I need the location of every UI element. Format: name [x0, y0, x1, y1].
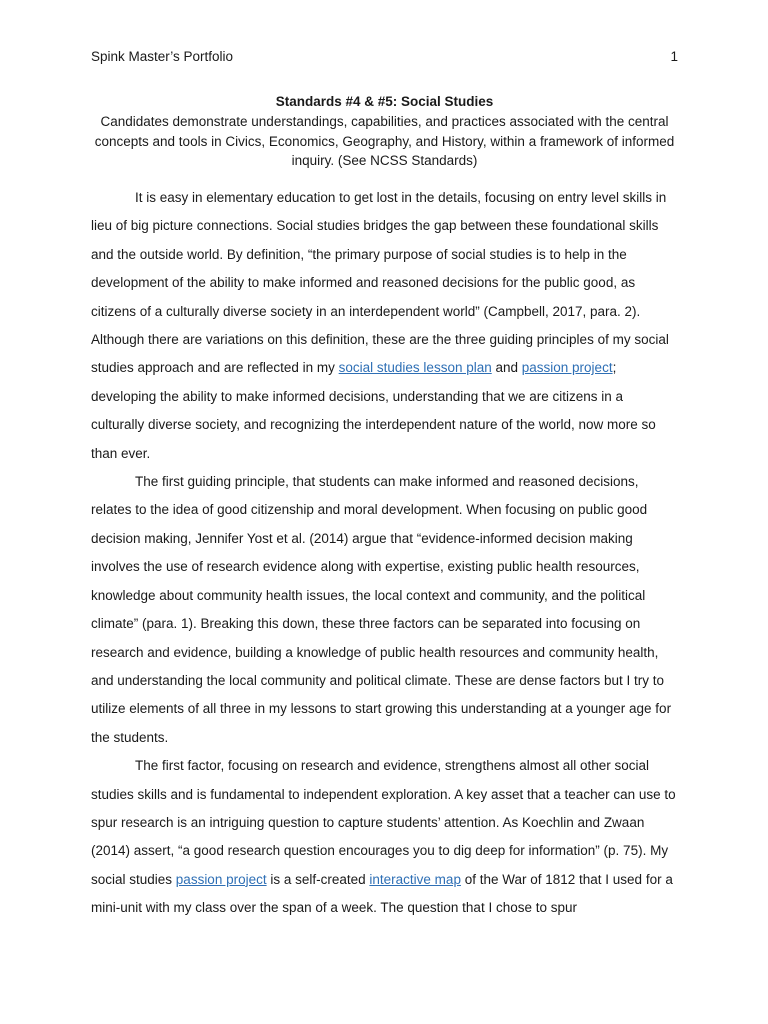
link-social-studies-lesson-plan[interactable]: social studies lesson plan: [338, 360, 492, 376]
header-title: Spink Master’s Portfolio: [91, 49, 234, 64]
page-number: 1: [670, 49, 678, 64]
paragraph-1: [91, 184, 678, 468]
paragraph-3-text-c: of the War of 1812 that I used for a mini-unit with my class over the span of a week. The question that I chose to spur: [91, 871, 673, 916]
paragraph-1-text-b: and: [491, 360, 522, 376]
link-passion-project-2[interactable]: passion project: [175, 871, 267, 887]
paragraph-2: The first guiding principle, that students can make informed and reasoned decisions, relates to the idea of good citizenship and moral development. When focusing on public good decision making, Jennifer Yost et al. (2014) argue that “evidence-informed decision making involves the use of research evidence along with expertise, existing public health resources, knowledge about community health issues, the local context and community, and the political climate” (para. 1). Breaking this down, these three factors can be separated into focusing on research and evidence, building a knowledge of public health resources and community health, and understanding the local community and political climate. These are dense factors but I try to utilize elements of all three in my lessons to start growing this understanding at a younger age for the students.: [91, 474, 672, 745]
section-heading: Standards #4 & #5: Social Studies: [275, 94, 494, 109]
body-text: [91, 184, 678, 923]
paragraph-1-text-c: ; developing the ability to make informed decisions, understanding that we are citizens in a culturally diverse society, and recognizing the interdependent nature of the world, now more so than ever.: [91, 360, 656, 461]
paragraph-3: [91, 752, 678, 922]
paragraph-3-text-b: is a self-created: [266, 871, 370, 887]
link-passion-project[interactable]: passion project: [521, 360, 613, 376]
section-description: Candidates demonstrate understandings, capabilities, and practices associated with the central concepts and tools in Civics, Economics, Geography, and History, within a framework of informed inquiry. (See NCSS Standards): [94, 114, 675, 168]
page-header: [91, 47, 678, 67]
paragraph-1-text-a: It is easy in elementary education to get lost in the details, focusing on entry level skills in lieu of big picture connections. Social studies bridges the gap between these foundational skills and the outside world. By definition, “the primary purpose of social studies is to help in the development of the ability to make informed and reasoned decisions for the public good, as citizens of a culturally diverse society in an interdependent world” (Campbell, 2017, para. 2). Although there are variations on this definition, these are the three guiding principles of my social studies approach and are reflected in my: [91, 190, 669, 376]
paragraph-3-text-a: The first factor, focusing on research and evidence, strengthens almost all other social studies skills and is fundamental to independent exploration. A key asset that a teacher can use to spur research is an intriguing question to capture students’ attention. As Koechlin and Zwaan (2014) assert, “a good research question encourages you to dig deep for information” (p. 75). My social studies: [91, 758, 676, 887]
link-interactive-map[interactable]: interactive map: [369, 871, 461, 887]
